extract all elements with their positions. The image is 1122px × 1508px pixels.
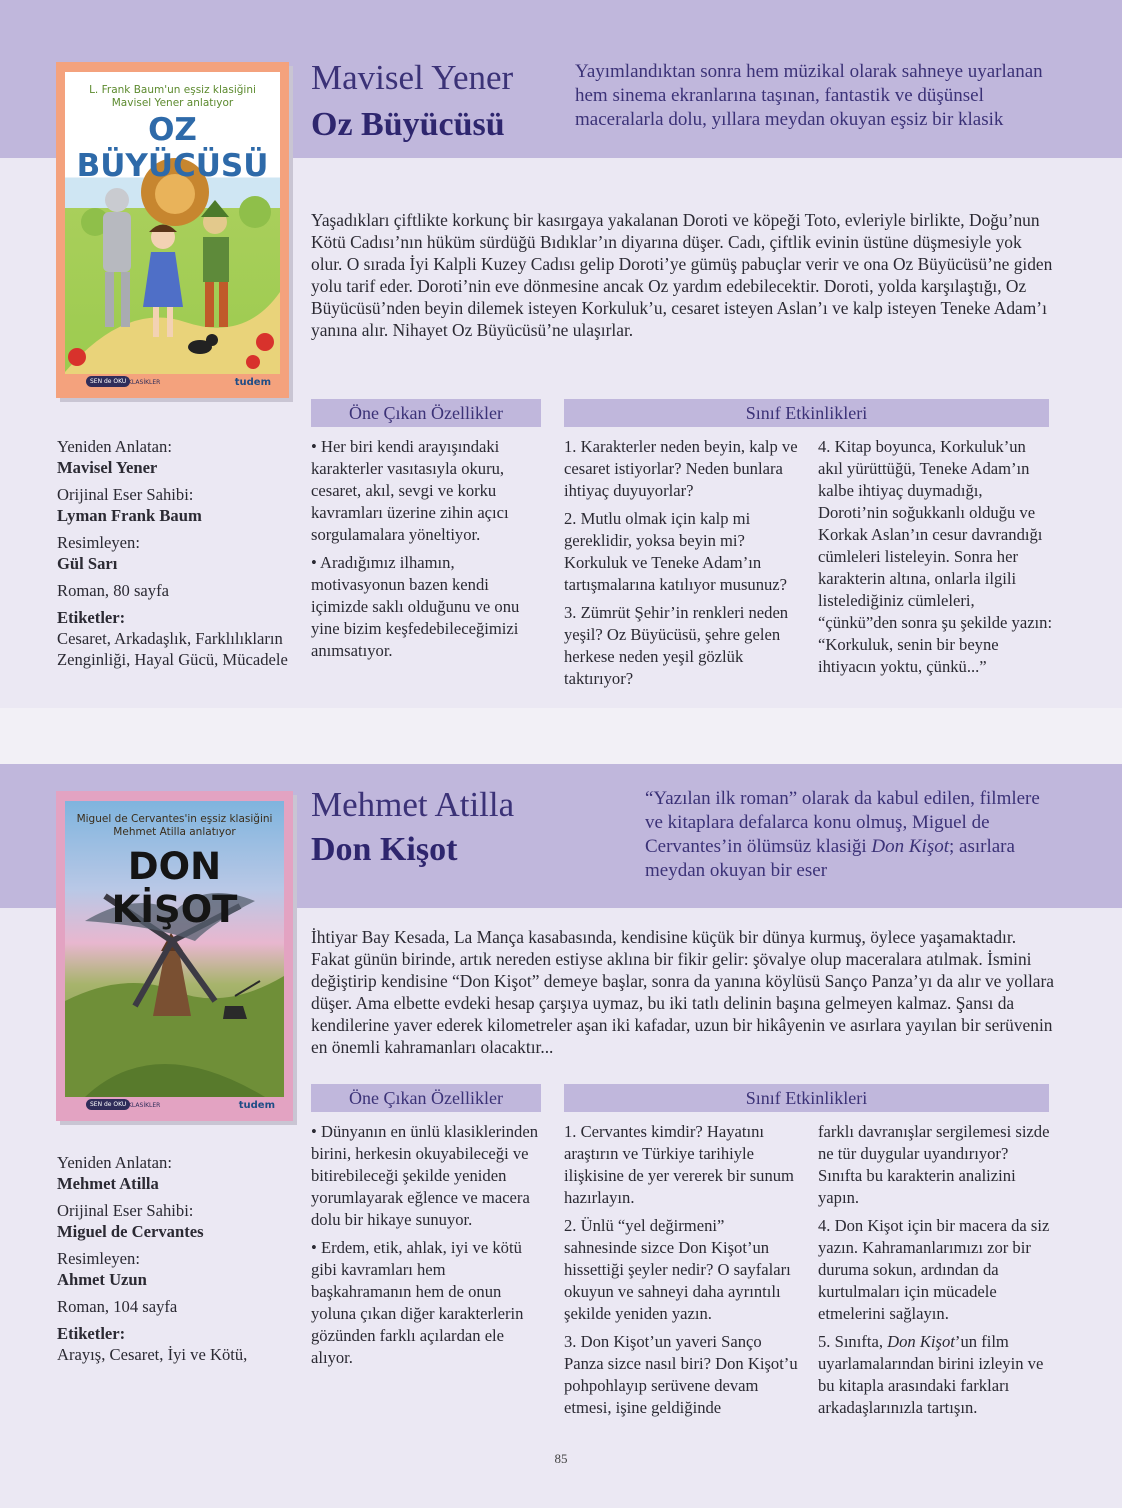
reteller-label: Yeniden Anlatan:: [57, 437, 172, 456]
book-summary: Yaşadıkları çiftlikte korkunç bir kasırgaya yakalanan Doroti ve köpeği Toto, evleriyle birlikte, Doğu’nun Kötü Cadısı’nın hüküm sürdüğü Bıdıklar’ın diyarına düşer. Cadı, çiftlik evinin üstüne düşmesiyle yok olur. O sırada İyi Kalpli Kuzey Cadısı gelip Doroti’ye gümüş pabuçlar verir ve ona Oz Büyücüsü’ne giden yolu tarif eder. Doroti’nin eve dönmesine ancak Oz yardım edebilecektir. Doroti, yolda karşılaştığı, Oz Büyücüsü’nden beyin dilemek isteyen Korkuluk’u, cesaret isteyen Aslan’ı ve kalp isteyen Teneke Adam’ı yanına alır. Nihayet Oz Büyücüsü’ne ulaşırlar.: [311, 210, 1053, 340]
publisher-logo: tudem: [238, 1100, 275, 1111]
illustrator-label: Resimleyen:: [57, 533, 140, 552]
feature-item: • Dünyanın en ünlü klasiklerinden birini, herkesin okuyabileceği ve bitirebileceği şekilde yeniden yorumlayarak eğlence ve macera dolu bir hikaye sunuyor.: [311, 1122, 539, 1229]
activities-column-1: [564, 436, 799, 696]
tags-label: Etiketler:: [57, 1324, 126, 1343]
activities-column-1: [564, 1121, 799, 1425]
activities-heading: Sınıf Etkinlikleri: [564, 1084, 1049, 1112]
tagline-text: “Yazılan ilk roman” olarak da kabul edilen, filmlere ve kitaplara defalarca konu olmuş, Miguel de Cervantes’in ölümsüz klasiği: [645, 788, 1040, 857]
reteller-name: Mehmet Atilla: [57, 1174, 159, 1193]
cover-credit: [65, 84, 280, 110]
cover-illustration: [65, 801, 284, 1097]
tagline-text: ; asırlara meydan okuyan bir eser: [645, 836, 1015, 881]
features-heading: Öne Çıkan Özellikler: [311, 399, 541, 427]
tags-list: Arayış, Cesaret, İyi ve Kötü,: [57, 1345, 248, 1364]
cover-footer: [56, 1097, 293, 1121]
section-gap: [0, 708, 1122, 764]
series-badge: SEN de OKU: [86, 376, 130, 387]
activity-item: 4. Don Kişot için bir macera da siz yazın. Kahramanlarımızı zor bir duruma sokun, ardından da kurtulmaları için mücadele etmelerini sağlayın.: [818, 1216, 1050, 1323]
cover-illustration: [65, 72, 280, 374]
book-summary: İhtiyar Bay Kesada, La Mança kasabasında, kendisine küçük bir dünya kurmuş, öylece yaşamaktadır. Fakat günün birinde, artık nereden estiyse aklına bir fikir gelir: şövalye olup maceralara atılmak. İsmini değiştirip kendisine “Don Kişot” demeye başlar, sonra da yanına köylüsü Sanço Panza’yı da alır ve yollara düşer. Ama elbette evdeki hesap çarşıya uymaz, bu iki tatlı delinin başına gelmeyen kalmaz. Şansı da kendilerine yaver ederek kilometreler aşan iki kafadar, uzun bir hikâyenin ve asırlara yayılan bir serüvenin en önemli kahramanları olacaktır...: [311, 927, 1055, 1057]
illustrator-name: Ahmet Uzun: [57, 1270, 147, 1289]
activity-item: 2. Mutlu olmak için kalp mi gereklidir, yoksa beyin mi? Korkuluk ve Teneke Adam’ın tartışmalarına katılıyor musunuz?: [564, 509, 788, 594]
cover-credit-line: Miguel de Cervantes'in eşsiz klasiğini: [76, 813, 273, 825]
original-author-name: Miguel de Cervantes: [57, 1222, 204, 1241]
book-title: Don Kişot: [311, 831, 458, 868]
original-author-label: Orijinal Eser Sahibi:: [57, 1201, 194, 1220]
reteller-name: Mavisel Yener: [57, 458, 158, 477]
cover-footer: [56, 374, 289, 398]
feature-item: • Erdem, etik, ahlak, iyi ve kötü gibi kavramları hem başkahramanın hem de onun yoluna çıkan diğer karakterlerin gözünden farklı açılardan ele alıyor.: [311, 1238, 524, 1367]
features-heading: Öne Çıkan Özellikler: [311, 1084, 541, 1112]
series-label: KLASİKLER: [128, 379, 161, 386]
activity-item: 4. Kitap boyunca, Korkuluk’un akıl yürüttüğü, Teneke Adam’ın kalbe ihtiyaç duymadığı, Doroti’nin soğukkanlı olduğu ve Korkak Aslan’ın cesur davrandığı cümleleri listeleyin. Sonra her karakterin altına, onlarla ilgili listelediğiniz cümleleri, “çünkü”den sonra şu şekilde yazın: “Korkuluk, senin bir beyne ihtiyacın yoktu, çünkü...”: [818, 437, 1053, 676]
activities-column-2: [818, 436, 1053, 684]
book-cover-don-kisot: [56, 791, 293, 1121]
page-number: 85: [554, 1451, 568, 1466]
cover-credit: [65, 813, 284, 839]
activity-item: 3. Zümrüt Şehir’in renkleri neden yeşil? Oz Büyücüsü, şehre gelen herkese neden yeşil gözlük taktırıyor?: [564, 603, 789, 688]
features-list: [311, 436, 541, 668]
series-label: KLASİKLER: [128, 1102, 161, 1109]
publisher-logo: tudem: [234, 377, 271, 388]
activity-item: 3. Don Kişot’un yaveri Sanço Panza sizce nasıl biri? Don Kişot’u pohpohlayıp serüvene devam etmesi, işine geldiğinde: [564, 1332, 798, 1417]
book-format: Roman, 104 sayfa: [57, 1297, 178, 1316]
activity-text: ’un film uyarlamalarından birini izleyin ve bu kitapla arasındaki farkları arkadaşlarınızla tartışın.: [818, 1332, 1044, 1417]
activity-item: 1. Karakterler neden beyin, kalp ve cesaret istiyorlar? Neden bunlara ihtiyaç duyuyorlar?: [564, 437, 798, 500]
book-metadata: [57, 1152, 297, 1365]
activity-item: 2. Ünlü “yel değirmeni” sahnesinde sizce Don Kişot’un hissettiği şeyler nedir? O sayfaları okuyun ve sahneyi daha ayrıntılı şekilde yeniden yazın.: [564, 1216, 791, 1323]
illustrator-label: Resimleyen:: [57, 1249, 140, 1268]
original-author-name: Lyman Frank Baum: [57, 506, 202, 525]
tags-list: Cesaret, Arkadaşlık, Farklılıkların Zenginliği, Hayal Gücü, Mücadele: [57, 629, 288, 669]
activities-heading: Sınıf Etkinlikleri: [564, 399, 1049, 427]
activity-italic-title: Don Kişot: [887, 1332, 955, 1351]
cover-credit-line: Mavisel Yener anlatıyor: [111, 97, 234, 109]
book-author: Mehmet Atilla: [311, 785, 515, 824]
original-author-label: Orijinal Eser Sahibi:: [57, 485, 194, 504]
book-cover-oz: [56, 62, 289, 398]
book-author: Mavisel Yener: [311, 58, 514, 97]
features-list: [311, 1121, 543, 1375]
feature-item: • Aradığımız ilhamın, motivasyonun bazen kendi içimizde saklı olduğunu ve onu yine bizim keşfedebileceğimizi anımsatıyor.: [311, 553, 520, 660]
activity-text: 5. Sınıfta,: [818, 1332, 888, 1351]
book-title: Oz Büyücüsü: [311, 106, 505, 143]
illustrator-name: Gül Sarı: [57, 554, 118, 573]
book-format: Roman, 80 sayfa: [57, 581, 169, 600]
activity-item: [818, 1331, 1053, 1419]
tagline-italic-title: Don Kişot: [871, 836, 949, 857]
reteller-label: Yeniden Anlatan:: [57, 1153, 172, 1172]
tags-label: Etiketler:: [57, 608, 126, 627]
series-badge: SEN de OKU: [86, 1099, 130, 1110]
book-metadata: [57, 436, 297, 670]
cover-credit-line: Mehmet Atilla anlatıyor: [113, 826, 236, 838]
cover-title: OZ BÜYÜCÜSÜ: [76, 112, 269, 184]
activities-column-2: [818, 1121, 1053, 1425]
activity-item: farklı davranışlar sergilemesi sizde ne tür duygular uyandırıyor? Sınıfta bu karakterin analizini yapın.: [818, 1122, 1050, 1207]
activity-item: 1. Cervantes kimdir? Hayatını araştırın ve Türkiye tarihiyle ilişkisine de yer vererek bir sunum hazırlayın.: [564, 1122, 794, 1207]
feature-item: • Her biri kendi arayışındaki karakterler vasıtasıyla okuru, cesaret, akıl, sevgi ve korku kavramları üzerine zihin açıcı sorgulamalara yöneltiyor.: [311, 437, 509, 544]
book-tagline: [645, 787, 1055, 883]
book-tagline: Yayımlandıktan sonra hem müzikal olarak sahneye uyarlanan hem sinema ekranlarına taşınan, fantastik ve düşünsel maceralarla dolu, yıllara meydan okuyan eşsiz bir klasik: [575, 61, 1043, 130]
cover-credit-line: L. Frank Baum'un eşsiz klasiğini: [89, 84, 256, 96]
cover-title: DON KİŞOT: [111, 845, 238, 931]
